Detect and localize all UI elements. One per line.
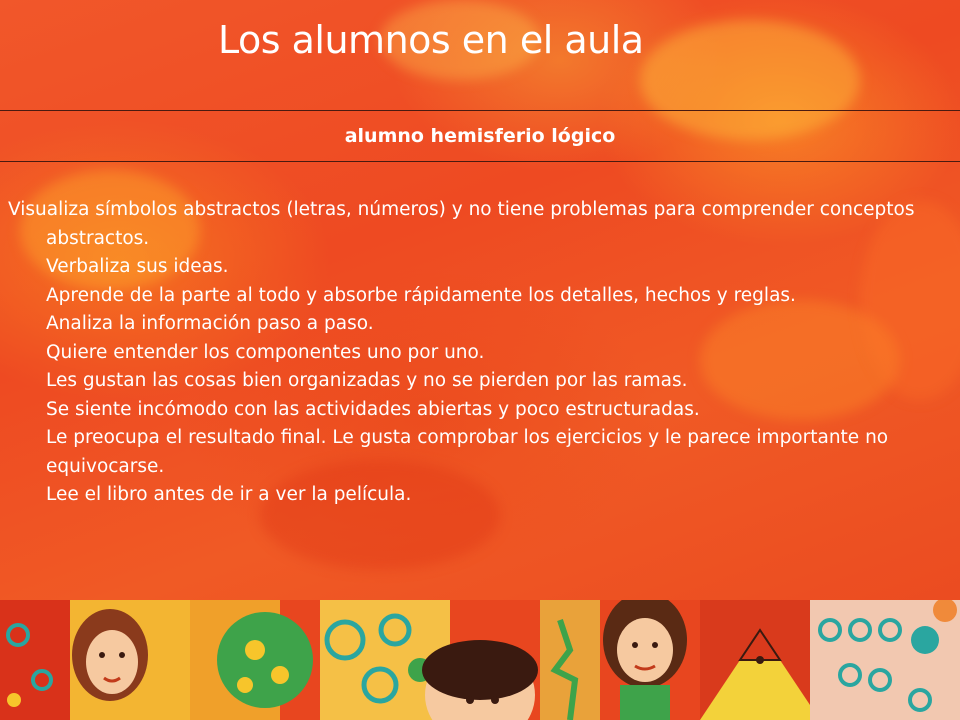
list-item: Visualiza símbolos abstractos (letras, números) y no tiene problemas para comprender conceptos abstractos. — [8, 199, 915, 249]
table-body — [0, 162, 960, 510]
list-item: Les gustan las cosas bien organizadas y no se pierden por las ramas. — [46, 370, 688, 391]
list-item: Quiere entender los componentes uno por uno. — [46, 341, 485, 363]
list-item: Se siente incómodo con las actividades abiertas y poco estructuradas. — [46, 398, 700, 420]
list-item: Verbaliza sus ideas. — [46, 256, 229, 277]
childrens-drawing — [0, 600, 960, 720]
list-item: Aprende de la parte al todo y absorbe rápidamente los detalles, hechos y reglas. — [46, 284, 796, 306]
list-item: Le preocupa el resultado final. Le gusta comprobar los ejercicios y le parece importante no equivocarse. — [46, 427, 889, 477]
table-header: alumno hemisferio lógico — [0, 111, 960, 162]
list-item: Lee el libro antes de ir a ver la película. — [46, 484, 412, 505]
list-item: Analiza la información paso a paso. — [46, 313, 374, 334]
content-table — [0, 110, 960, 602]
slide-title: Los alumnos en el aula — [218, 18, 644, 62]
